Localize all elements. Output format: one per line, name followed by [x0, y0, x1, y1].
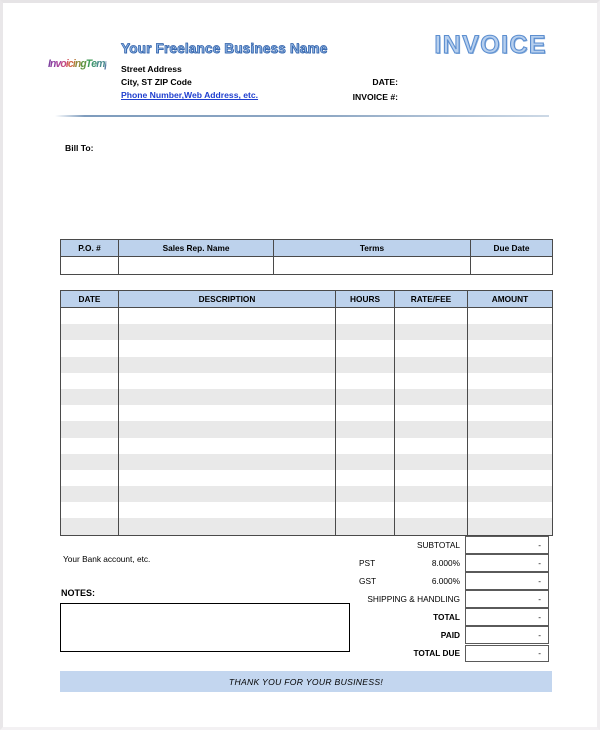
- totals-label-gst: [351, 572, 465, 590]
- items-cell-hours[interactable]: [336, 518, 395, 535]
- logo-letter: e: [91, 58, 97, 70]
- items-cell-date[interactable]: [61, 308, 119, 325]
- totals-row-pst: [351, 554, 552, 572]
- items-cell-rate-fee[interactable]: [395, 438, 468, 454]
- items-cell-rate-fee[interactable]: [395, 308, 468, 325]
- items-cell-rate-fee[interactable]: [395, 389, 468, 405]
- totals-label-pst: [351, 554, 465, 572]
- invoice-header: [3, 3, 597, 115]
- items-cell-amount[interactable]: [468, 438, 553, 454]
- po-header-row: [61, 240, 553, 257]
- items-cell-date[interactable]: [61, 438, 119, 454]
- items-cell-rate-fee[interactable]: [395, 486, 468, 502]
- table-row: [61, 502, 553, 518]
- totals-panel: [351, 536, 552, 663]
- header-divider: [55, 115, 549, 117]
- items-cell-hours[interactable]: [336, 421, 395, 437]
- items-cell-hours[interactable]: [336, 389, 395, 405]
- items-cell-date[interactable]: [61, 373, 119, 389]
- footer-thank-you-banner: THANK YOU FOR YOUR BUSINESS!: [60, 671, 552, 692]
- totals-label-paid: PAID: [440, 630, 460, 641]
- items-cell-rate-fee[interactable]: [395, 357, 468, 373]
- bill-to-label: Bill To:: [65, 143, 94, 153]
- totals-value-paid[interactable]: -: [465, 626, 549, 644]
- invoicing-templates-logo: [48, 57, 106, 72]
- items-cell-rate-fee[interactable]: [395, 518, 468, 535]
- date-label: DATE:: [372, 77, 398, 87]
- totals-row-total: [351, 608, 552, 626]
- items-cell-hours[interactable]: [336, 470, 395, 486]
- items-cell-amount[interactable]: [468, 373, 553, 389]
- po-terms-table: [60, 239, 553, 275]
- logo-letter: n: [50, 58, 56, 70]
- items-cell-amount[interactable]: [468, 357, 553, 373]
- items-cell-hours[interactable]: [336, 324, 395, 340]
- items-cell-hours[interactable]: [336, 357, 395, 373]
- items-cell-date[interactable]: [61, 486, 119, 502]
- items-cell-amount[interactable]: [468, 389, 553, 405]
- po-cell-sales-rep[interactable]: [119, 257, 274, 275]
- table-row: [61, 308, 553, 325]
- logo-letter: i: [65, 58, 68, 70]
- address-line-1: Street Address: [121, 64, 182, 74]
- items-cell-amount[interactable]: [468, 502, 553, 518]
- items-cell-hours[interactable]: [336, 438, 395, 454]
- items-col-hours: HOURS: [336, 291, 395, 308]
- items-header-row: [61, 291, 553, 308]
- items-cell-hours[interactable]: [336, 373, 395, 389]
- totals-label-subtotal: SUBTOTAL: [416, 539, 460, 550]
- items-cell-amount[interactable]: [468, 340, 553, 356]
- items-col-amount: AMOUNT: [468, 291, 553, 308]
- logo-letter: i: [72, 58, 75, 70]
- totals-value-total-due[interactable]: -: [465, 645, 549, 663]
- notes-input-box[interactable]: [60, 603, 350, 652]
- items-cell-hours[interactable]: [336, 308, 395, 325]
- logo-letter: c: [67, 58, 73, 70]
- items-cell-hours[interactable]: [336, 502, 395, 518]
- totals-row-shipping-handling: [351, 590, 552, 608]
- items-cell-amount[interactable]: [468, 324, 553, 340]
- tax-rate[interactable]: 8.000%: [431, 557, 460, 568]
- address-line-2: City, ST ZIP Code: [121, 77, 192, 88]
- items-cell-amount[interactable]: [468, 308, 553, 325]
- logo-letter: o: [60, 58, 66, 70]
- items-col-date: DATE: [61, 291, 119, 308]
- items-cell-amount[interactable]: [468, 486, 553, 502]
- tax-name: GST: [359, 575, 377, 586]
- table-row: [61, 518, 553, 535]
- items-cell-date[interactable]: [61, 518, 119, 535]
- totals-label-shipping-handling: SHIPPING & HANDLING: [367, 594, 460, 605]
- items-cell-amount[interactable]: [468, 405, 553, 421]
- items-cell-date[interactable]: [61, 389, 119, 405]
- items-cell-rate-fee[interactable]: [395, 340, 468, 356]
- items-col-description: DESCRIPTION: [119, 291, 336, 308]
- logo-letter: T: [85, 58, 92, 70]
- totals-value-total[interactable]: -: [465, 608, 549, 626]
- business-name: Your Freelance Business Name: [121, 41, 328, 56]
- items-cell-date[interactable]: [61, 470, 119, 486]
- business-address-block: [121, 63, 258, 103]
- logo-letter: [105, 57, 107, 72]
- items-cell-rate-fee[interactable]: [395, 470, 468, 486]
- table-row: [61, 486, 553, 502]
- table-row: [61, 389, 553, 405]
- table-row: [61, 324, 553, 340]
- po-col-due-date: Due Date: [471, 240, 553, 257]
- logo-letter: g: [80, 58, 86, 70]
- items-cell-description[interactable]: [119, 470, 336, 486]
- logo-letter: v: [55, 58, 61, 70]
- items-cell-rate-fee[interactable]: [395, 502, 468, 518]
- po-col-po-number: P.O. #: [61, 240, 119, 257]
- table-row: [61, 421, 553, 437]
- tax-name: PST: [359, 557, 376, 568]
- items-cell-rate-fee[interactable]: [395, 373, 468, 389]
- items-col-rate-fee: RATE/FEE: [395, 291, 468, 308]
- po-cell-terms[interactable]: [274, 257, 471, 275]
- items-cell-rate-fee[interactable]: [395, 454, 468, 470]
- totals-label-total: TOTAL: [433, 612, 460, 623]
- contact-line[interactable]: Phone Number,Web Address, etc.: [121, 90, 259, 101]
- items-cell-hours[interactable]: [336, 340, 395, 356]
- items-cell-hours[interactable]: [336, 405, 395, 421]
- notes-label: NOTES:: [61, 588, 96, 598]
- items-cell-date[interactable]: [61, 405, 119, 421]
- table-row: [61, 438, 553, 454]
- totals-row-gst: [351, 572, 552, 590]
- items-cell-date[interactable]: [61, 454, 119, 470]
- table-row: [61, 470, 553, 486]
- table-row: [61, 373, 553, 389]
- items-cell-description[interactable]: [119, 438, 336, 454]
- table-row: [61, 357, 553, 373]
- logo-letter: m: [96, 58, 105, 70]
- tax-rate[interactable]: 6.000%: [431, 575, 460, 586]
- items-cell-hours[interactable]: [336, 486, 395, 502]
- totals-row-paid: [351, 626, 552, 644]
- totals-value-shipping-handling[interactable]: -: [465, 590, 549, 608]
- items-cell-description[interactable]: [119, 502, 336, 518]
- items-cell-hours[interactable]: [336, 454, 395, 470]
- invoice-number-label: INVOICE #:: [352, 92, 398, 102]
- totals-value-gst[interactable]: -: [465, 572, 549, 590]
- items-cell-description[interactable]: [119, 373, 336, 389]
- items-cell-date[interactable]: [61, 340, 119, 356]
- items-cell-description[interactable]: [119, 518, 336, 535]
- bank-account-note: Your Bank account, etc.: [63, 554, 151, 564]
- po-col-terms: Terms: [274, 240, 471, 257]
- logo-letter: I: [48, 58, 51, 70]
- items-cell-description[interactable]: [119, 308, 336, 325]
- items-cell-description[interactable]: [119, 421, 336, 437]
- totals-row-subtotal: [351, 536, 552, 554]
- po-cell-due-date[interactable]: [471, 257, 553, 275]
- items-cell-rate-fee[interactable]: [395, 324, 468, 340]
- items-cell-date[interactable]: [61, 421, 119, 437]
- po-data-row: [61, 257, 553, 275]
- table-row: [61, 454, 553, 470]
- items-cell-amount[interactable]: [468, 421, 553, 437]
- items-cell-description[interactable]: [119, 324, 336, 340]
- items-cell-description[interactable]: [119, 340, 336, 356]
- logo-letter: n: [74, 58, 81, 70]
- items-cell-rate-fee[interactable]: [395, 421, 468, 437]
- totals-value-subtotal[interactable]: -: [465, 536, 549, 554]
- items-cell-date[interactable]: [61, 502, 119, 518]
- items-cell-description[interactable]: [119, 454, 336, 470]
- items-cell-amount[interactable]: [468, 454, 553, 470]
- line-items-table: [60, 290, 553, 536]
- items-cell-date[interactable]: [61, 357, 119, 373]
- po-cell-po-number[interactable]: [61, 257, 119, 275]
- items-cell-description[interactable]: [119, 389, 336, 405]
- po-col-sales-rep: Sales Rep. Name: [119, 240, 274, 257]
- totals-value-pst[interactable]: -: [465, 554, 549, 572]
- items-cell-description[interactable]: [119, 357, 336, 373]
- invoice-title: INVOICE: [434, 31, 547, 59]
- items-cell-amount[interactable]: [468, 470, 553, 486]
- items-cell-amount[interactable]: [468, 518, 553, 535]
- totals-row-total-due: [351, 645, 552, 663]
- items-cell-date[interactable]: [61, 324, 119, 340]
- totals-label-total-due: TOTAL DUE: [413, 648, 460, 659]
- items-cell-description[interactable]: [119, 486, 336, 502]
- items-cell-description[interactable]: [119, 405, 336, 421]
- table-row: [61, 340, 553, 356]
- items-cell-rate-fee[interactable]: [395, 405, 468, 421]
- table-row: [61, 405, 553, 421]
